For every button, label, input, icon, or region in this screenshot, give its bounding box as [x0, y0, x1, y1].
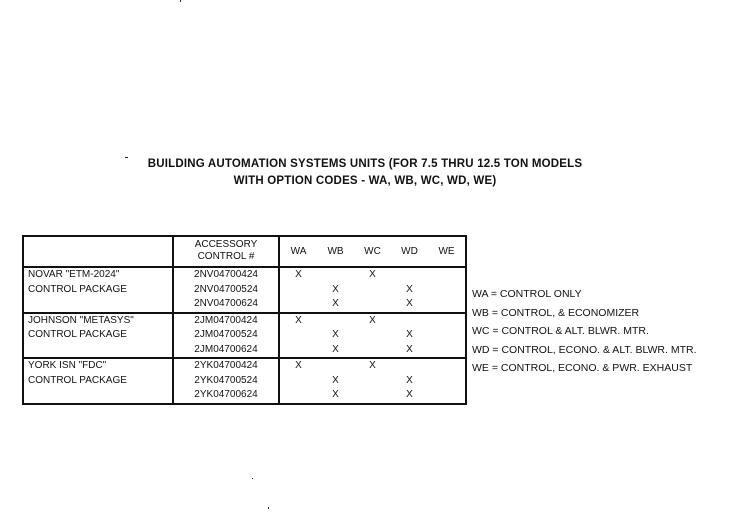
- accessory-number: 2YK04700424: [173, 358, 279, 374]
- mark-wd: [391, 267, 428, 283]
- mark-wb: X: [317, 388, 354, 404]
- header-accessory-line-1: ACCESSORY: [194, 239, 258, 250]
- mark-wb: X: [332, 329, 339, 340]
- scan-speck: [125, 157, 128, 158]
- accessory-number: 2JM04700624: [173, 343, 279, 359]
- scan-speck: [268, 507, 269, 509]
- mark-wb: [317, 358, 354, 374]
- table-row: [23, 297, 466, 313]
- legend-item-wc: WC = CONTROL & ALT. BLWR. MTR.: [472, 325, 649, 337]
- option-code-legend: [472, 285, 697, 378]
- group-name-blank: [23, 297, 173, 313]
- mark-we: [428, 283, 466, 298]
- mark-wd: X: [406, 374, 413, 386]
- mark-wd: X: [391, 388, 428, 404]
- mark-wb: X: [332, 343, 339, 355]
- table-row: [23, 267, 466, 283]
- mark-we: [428, 328, 466, 343]
- mark-wa: X: [279, 313, 317, 329]
- legend-item-wb: WB = CONTROL, & ECONOMIZER: [472, 306, 640, 319]
- accessory-number: 2NV04700624: [173, 297, 279, 313]
- group-name-line-1: JOHNSON "METASYS": [23, 313, 173, 329]
- mark-wc: X: [354, 313, 391, 329]
- table-header-row: [23, 236, 466, 267]
- group-name-blank: [23, 343, 173, 359]
- header-option-wa: WA: [279, 236, 317, 267]
- table-row: [23, 313, 466, 329]
- mark-wc: X: [354, 267, 391, 283]
- mark-wa: X: [279, 267, 317, 283]
- mark-wc: [354, 283, 391, 298]
- legend-item-wd: WD = CONTROL, ECONO. & ALT. BLWR. MTR.: [472, 343, 697, 356]
- mark-we: [428, 374, 466, 389]
- header-option-wd: WD: [391, 236, 428, 267]
- mark-wc: [354, 343, 391, 359]
- mark-we: [428, 313, 466, 329]
- header-accessory-line-2: CONTROL #: [197, 251, 255, 262]
- group-name-blank: [23, 388, 173, 404]
- mark-wb: X: [332, 283, 339, 295]
- group-name-line-2: CONTROL PACKAGE: [23, 328, 173, 343]
- accessory-number: 2YK04700524: [173, 374, 279, 389]
- mark-wa: [279, 283, 317, 298]
- header-option-we: WE: [428, 236, 466, 267]
- group-name-line-1: NOVAR "ETM-2024": [23, 267, 173, 283]
- header-option-wc: WC: [354, 236, 391, 267]
- table-row: [23, 283, 466, 298]
- group-name-line-2: CONTROL PACKAGE: [23, 283, 173, 298]
- table-row: [23, 358, 466, 374]
- header-blank-cell: [23, 236, 173, 267]
- mark-wc: [354, 374, 391, 389]
- mark-wb: X: [332, 298, 339, 309]
- chart-title-line-1: BUILDING AUTOMATION SYSTEMS UNITS (FOR 7.5 THRU 12.5 TON MODELS: [147, 158, 583, 170]
- header-option-wb: WB: [317, 236, 354, 267]
- mark-wd: X: [406, 283, 413, 295]
- table-row: [23, 374, 466, 389]
- mark-wa: [279, 374, 317, 389]
- accessory-number: 2JM04700424: [173, 313, 279, 329]
- accessory-number: 2JM04700524: [173, 328, 279, 343]
- group-name-line-2: CONTROL PACKAGE: [23, 374, 173, 389]
- mark-wd: X: [406, 298, 413, 309]
- mark-wb: X: [332, 374, 339, 386]
- mark-wb: [317, 313, 354, 329]
- scan-speck: [252, 478, 253, 479]
- mark-wa: [279, 297, 317, 313]
- mark-we: [428, 267, 466, 283]
- mark-we: [428, 358, 466, 374]
- legend-item-we: WE = CONTROL, ECONO. & PWR. EXHAUST: [472, 362, 693, 374]
- accessory-number: 2NV04700524: [173, 283, 279, 298]
- header-accessory-cell: [173, 236, 279, 267]
- table-row: [23, 343, 466, 359]
- mark-we: [428, 343, 466, 359]
- mark-wa: X: [279, 358, 317, 374]
- mark-wa: [279, 343, 317, 359]
- mark-wd: [391, 358, 428, 374]
- scan-speck: [180, 0, 181, 2]
- mark-wc: X: [354, 358, 391, 374]
- mark-wd: X: [406, 343, 413, 355]
- mark-we: [428, 297, 466, 313]
- table-row: [23, 328, 466, 343]
- bas-options-table: [22, 235, 467, 405]
- mark-we: [428, 388, 466, 404]
- mark-wa: [279, 328, 317, 343]
- mark-wb: [317, 267, 354, 283]
- legend-item-wa: WA = CONTROL ONLY: [472, 288, 582, 300]
- mark-wd: X: [406, 329, 413, 340]
- accessory-number: 2YK04700624: [173, 388, 279, 404]
- mark-wc: [354, 388, 391, 404]
- chart-title-line-2: WITH OPTION CODES - WA, WB, WC, WD, WE): [233, 175, 497, 187]
- mark-wc: [354, 297, 391, 313]
- table-row: [23, 388, 466, 404]
- group-name-line-1: YORK ISN "FDC": [23, 358, 173, 374]
- accessory-number: 2NV04700424: [173, 267, 279, 283]
- mark-wc: [354, 328, 391, 343]
- mark-wa: [279, 388, 317, 404]
- mark-wd: [391, 313, 428, 329]
